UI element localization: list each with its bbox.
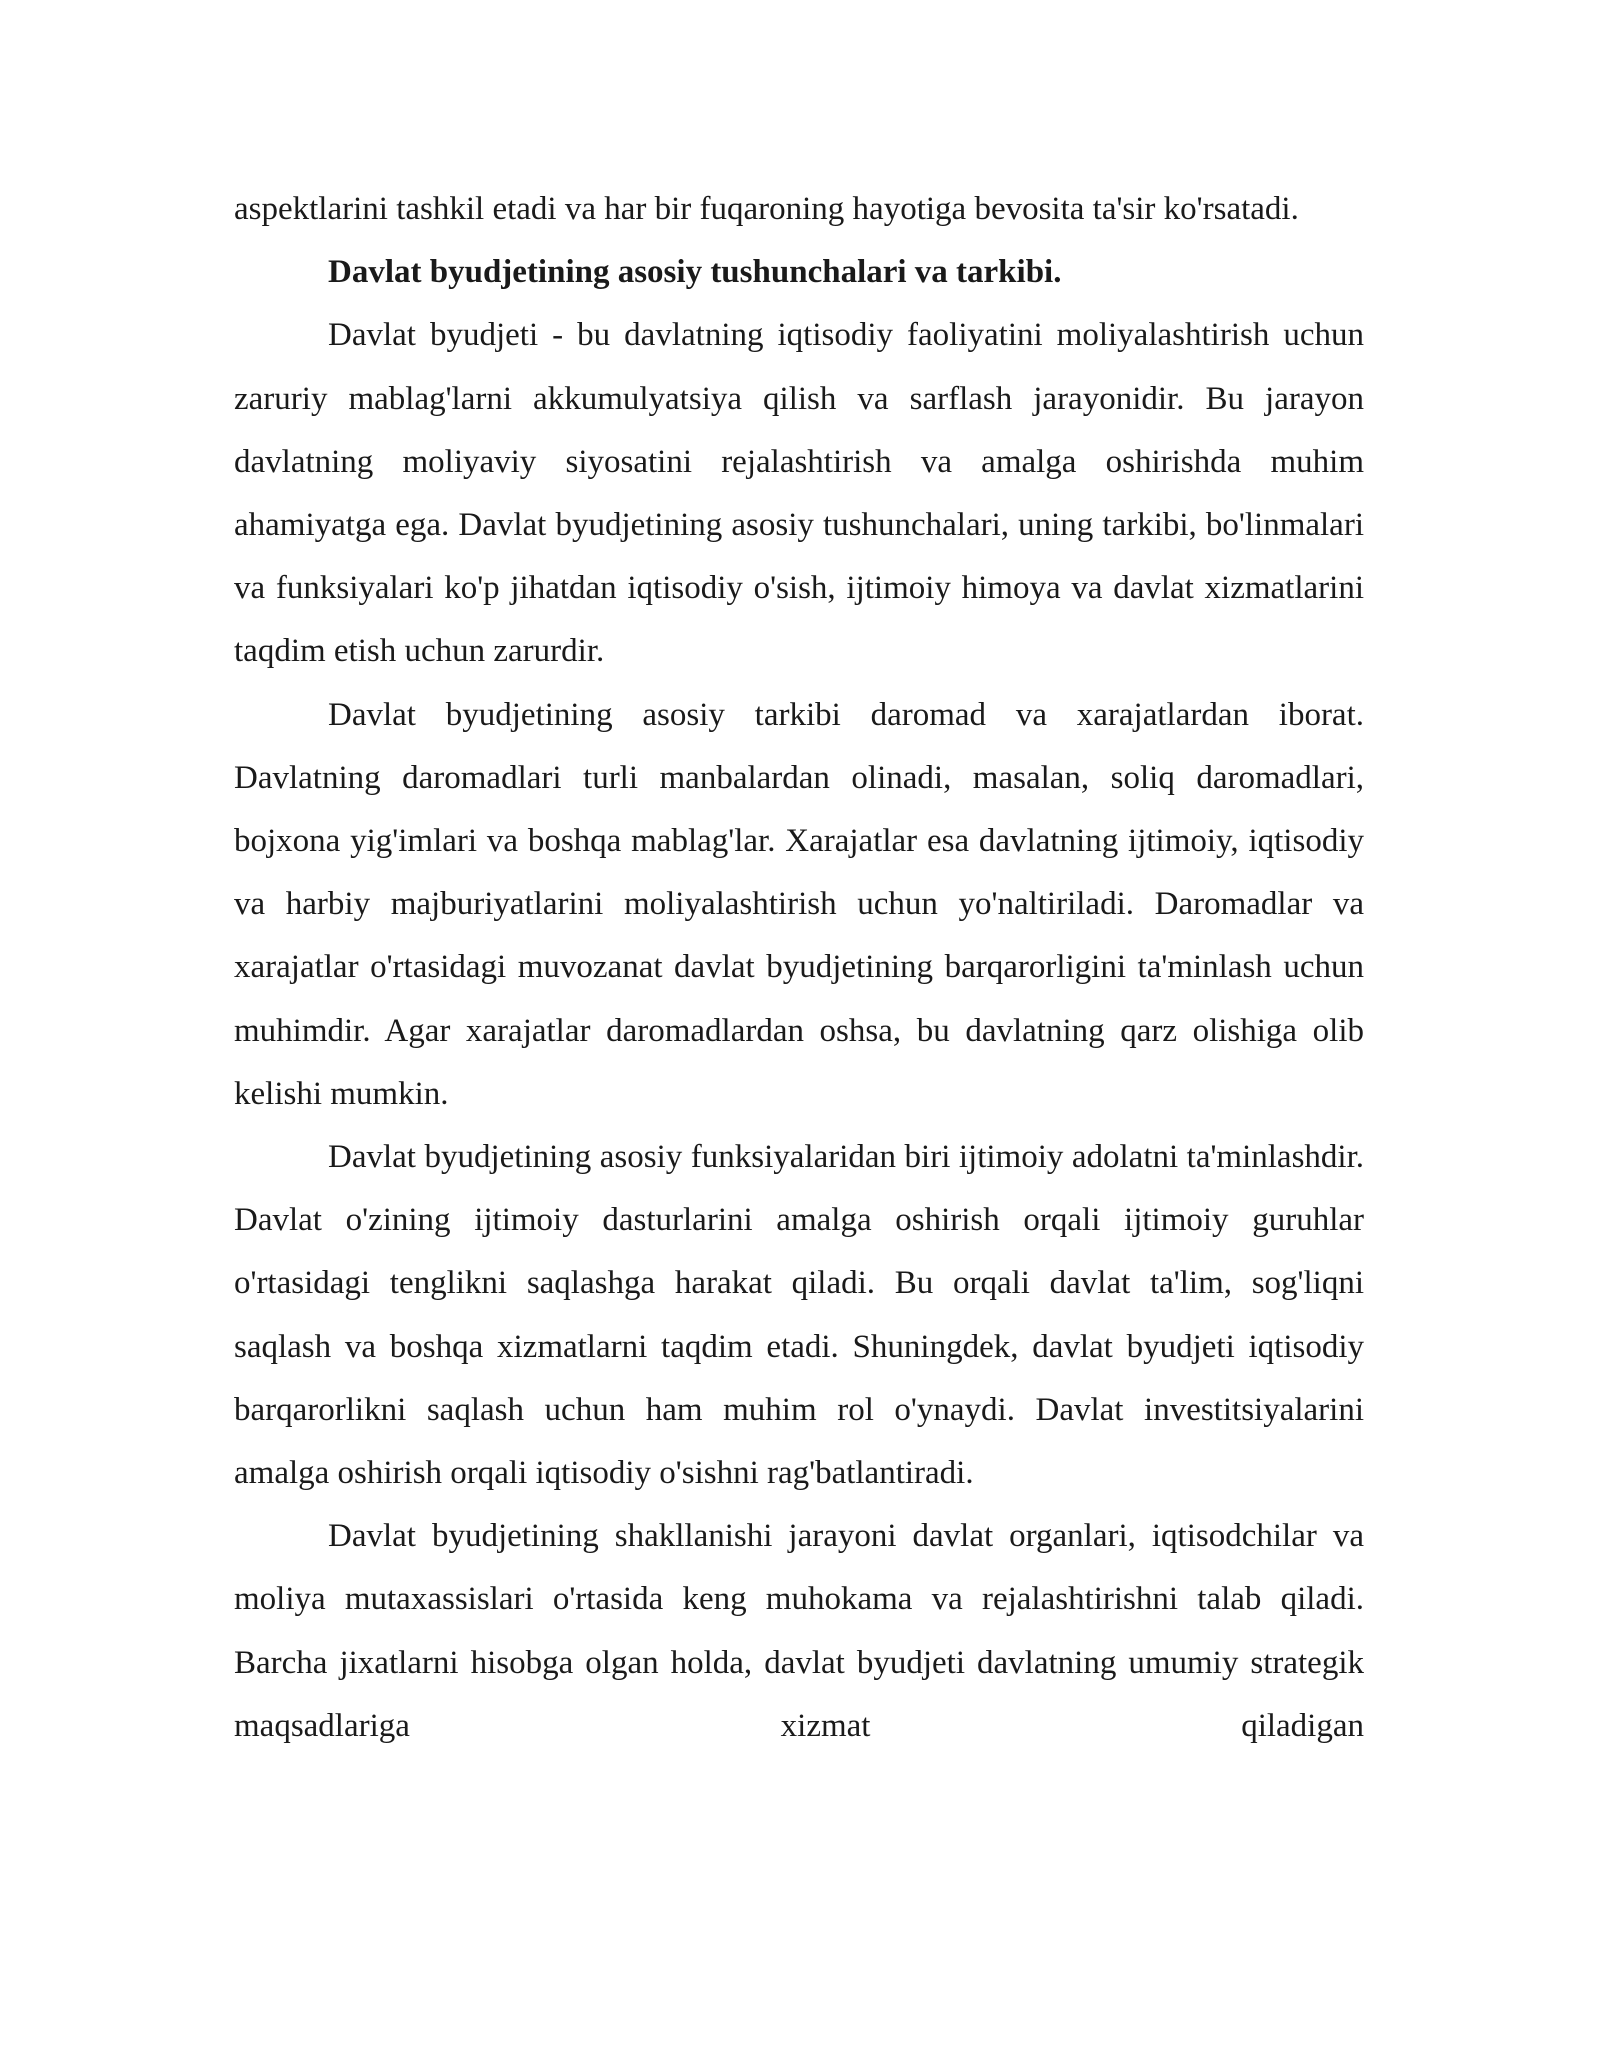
continuation-paragraph: aspektlarini tashkil etadi va har bir fuqaroning hayotiga bevosita ta'sir ko'rsatadi. [234, 191, 1299, 227]
body-paragraph: Davlat byudjeti - bu davlatning iqtisodiy faoliyatini moliyalashtirish uchun zaruriy mablag'larni akkumulyatsiya qilish va sarflash jarayonidir. Bu jarayon davlatning moliyaviy siyosatini rejalashtirish va amalga oshirishda muhim ahamiyatga ega. Davlat byudjetining asosiy tushunchalari, uning tarkibi, bo'linmalari va funksiyalari ko'p jihatdan iqtisodiy o'sish, ijtimoiy himoya va davlat xizmatlarini taqdim etish uchun zarurdir. [234, 317, 1364, 670]
document-page [234, 178, 1364, 1758]
body-paragraph: Davlat byudjetining shakllanishi jarayoni davlat organlari, iqtisodchilar va moliya mutaxassislari o'rtasida keng muhokama va rejalashtirishni talab qiladi. Barcha jixatlarni hisobga olgan holda, davlat byudjeti davlatning umumiy strategik maqsadlariga xizmat qiladigan [234, 1518, 1364, 1744]
body-paragraph: Davlat byudjetining asosiy tarkibi daromad va xarajatlardan iborat. Davlatning daromadlari turli manbalardan olinadi, masalan, soliq daromadlari, bojxona yig'imlari va boshqa mablag'lar. Xarajatlar esa davlatning ijtimoiy, iqtisodiy va harbiy majburiyatlarini moliyalashtirish uchun yo'naltiriladi. Daromadlar va xarajatlar o'rtasidagi muvozanat davlat byudjetining barqarorligini ta'minlash uchun muhimdir. Agar xarajatlar daromadlardan oshsa, bu davlatning qarz olishiga olib kelishi mumkin. [234, 696, 1364, 1112]
body-paragraph: Davlat byudjetining asosiy funksiyalaridan biri ijtimoiy adolatni ta'minlashdir. Davlat o'zining ijtimoiy dasturlarini amalga oshirish orqali ijtimoiy guruhlar o'rtasidagi tenglikni saqlashga harakat qiladi. Bu orqali davlat ta'lim, sog'liqni saqlash va boshqa xizmatlarni taqdim etadi. Shuningdek, davlat byudjeti iqtisodiy barqarorlikni saqlash uchun ham muhim rol o'ynaydi. Davlat investitsiyalarini amalga oshirish orqali iqtisodiy o'sishni rag'batlantiradi. [234, 1139, 1364, 1492]
section-heading: Davlat byudjetining asosiy tushunchalari va tarkibi. [328, 254, 1062, 291]
